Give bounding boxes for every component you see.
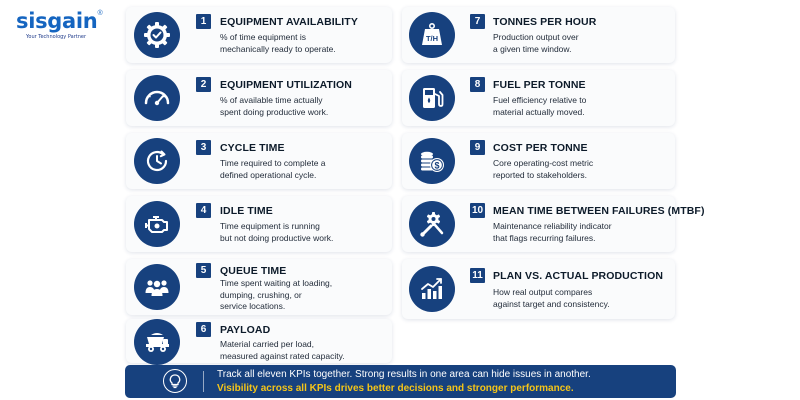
- kpi-title: IDLE TIME: [220, 205, 273, 217]
- kpi-title: EQUIPMENT AVAILABILITY: [220, 16, 358, 28]
- kpi-description: Time equipment is running but not doing productive work.: [220, 221, 334, 243]
- dump-truck-icon: [134, 319, 180, 365]
- kpi-card-cycle-time: [126, 133, 392, 189]
- bar-chart-trend-icon: [409, 266, 455, 312]
- kpi-card-tonnes-per-hour: [402, 7, 675, 63]
- kpi-description: Maintenance reliability indicator that flags recurring failures.: [493, 221, 612, 243]
- kpi-title: PAYLOAD: [220, 324, 271, 336]
- kpi-card-equipment-availability: [126, 7, 392, 63]
- kpi-card-payload: [126, 319, 392, 363]
- lightbulb-icon: [163, 369, 187, 393]
- kpi-title: CYCLE TIME: [220, 142, 285, 154]
- kpi-number: 6: [196, 322, 211, 337]
- kpi-description: Time required to complete a defined operational cycle.: [220, 158, 326, 180]
- kpi-description: Fuel efficiency relative to material actually moved.: [493, 95, 587, 117]
- kpi-title: EQUIPMENT UTILIZATION: [220, 79, 352, 91]
- kpi-title: TONNES PER HOUR: [493, 16, 597, 28]
- brand-tagline: Your Technology Partner: [26, 34, 87, 40]
- people-queue-icon: [134, 264, 180, 310]
- kpi-title: FUEL PER TONNE: [493, 79, 586, 91]
- kpi-number: 7: [470, 14, 485, 29]
- kpi-card-mtbf: [402, 196, 705, 252]
- kpi-card-idle-time: [126, 196, 392, 252]
- registered-mark: ®: [97, 10, 103, 17]
- fuel-pump-icon: [409, 75, 455, 121]
- kpi-card-equipment-utilization: [126, 70, 392, 126]
- brand-logo: [16, 10, 116, 44]
- kpi-description: How real output compares against target and consistency.: [493, 287, 610, 309]
- gear-check-icon: [134, 12, 180, 58]
- kpi-card-plan-vs-actual: [402, 259, 675, 319]
- kpi-card-queue-time: [126, 259, 392, 315]
- kpi-number: 10: [471, 205, 484, 216]
- tools-gear-icon: [409, 201, 455, 247]
- kpi-number: 1: [196, 14, 211, 29]
- weight-th-icon: [409, 12, 455, 58]
- kpi-description: Core operating-cost metric reported to stakeholders.: [493, 158, 594, 180]
- kpi-number: 8: [470, 77, 485, 92]
- kpi-number: 3: [196, 140, 211, 155]
- kpi-number: 11: [470, 268, 485, 283]
- brand-name: sisgain: [16, 9, 98, 33]
- kpi-description: Material carried per load, measured against rated capacity.: [220, 339, 345, 361]
- kpi-title: PLAN VS. ACTUAL PRODUCTION: [493, 270, 664, 282]
- kpi-card-fuel-per-tonne: [402, 70, 675, 126]
- kpi-title: COST PER TONNE: [493, 142, 588, 154]
- kpi-number: 4: [196, 203, 211, 218]
- kpi-number: 9: [470, 140, 485, 155]
- kpi-number: 2: [196, 77, 211, 92]
- kpi-description: Time spent waiting at loading, dumping, crushing, or service locations.: [220, 278, 333, 311]
- svg-text:T/H: T/H: [425, 34, 439, 43]
- kpi-description: % of time equipment is mechanically ready to operate.: [220, 32, 336, 54]
- banner-divider: [203, 371, 204, 392]
- kpi-description: % of available time actually spent doing productive work.: [220, 95, 329, 117]
- kpi-title: MEAN TIME BETWEEN FAILURES (MTBF): [493, 205, 705, 217]
- svg-text:$: $: [434, 160, 440, 171]
- coins-dollar-icon: [409, 138, 455, 184]
- gauge-icon: [134, 75, 180, 121]
- clock-cycle-icon: [134, 138, 180, 184]
- kpi-card-cost-per-tonne: [402, 133, 675, 189]
- summary-banner: [125, 365, 676, 398]
- kpi-number: 5: [196, 263, 211, 278]
- banner-highlight: Visibility across all KPIs drives better decisions and stronger performance.: [217, 383, 574, 394]
- engine-icon: [134, 201, 180, 247]
- kpi-title: QUEUE TIME: [220, 265, 287, 277]
- banner-message: Track all eleven KPIs together. Strong results in one area can hide issues in another.: [217, 369, 591, 380]
- kpi-description: Production output over a given time window.: [493, 32, 579, 54]
